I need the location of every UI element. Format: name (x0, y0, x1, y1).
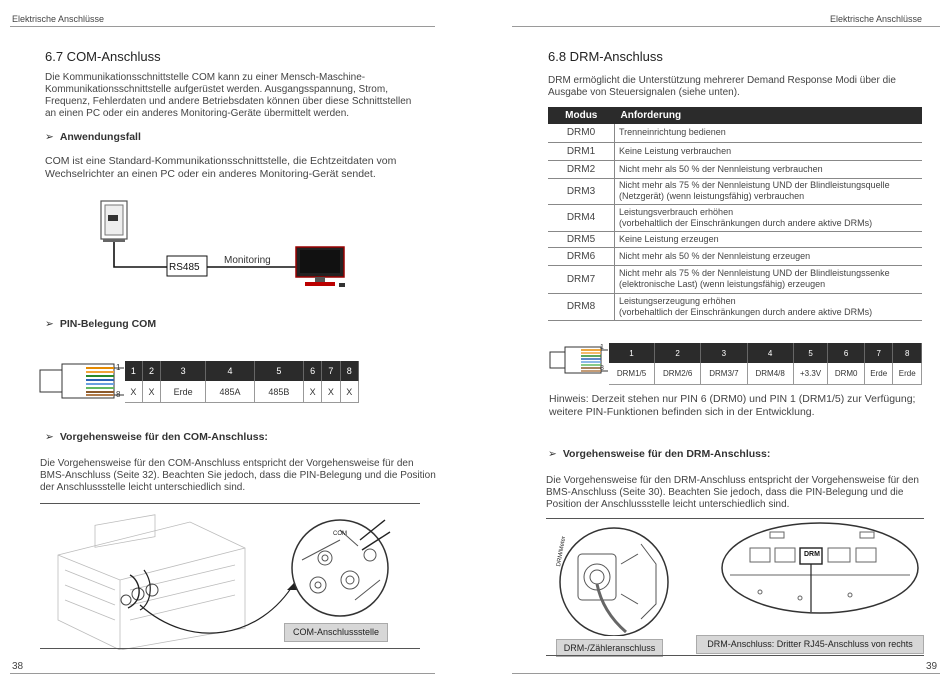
pin-value: 485A (206, 381, 255, 403)
drm-port-caption: DRM-Anschluss: Dritter RJ45-Anschluss von rechts (696, 635, 924, 654)
pin-number: 6 (828, 343, 865, 363)
pin-number: 8 (340, 361, 358, 381)
drm-meter-figure (556, 524, 674, 636)
pin-value: +3.3V (793, 363, 828, 385)
pin-value: DRM3/7 (701, 363, 747, 385)
arrow-bullet-icon: ➢ (45, 131, 54, 143)
pin-value: X (340, 381, 358, 403)
com-figure-label: COM (333, 531, 347, 537)
right-header-rule (512, 26, 940, 27)
pin-value: Erde (865, 363, 893, 385)
table-row: DRM2 Nicht mehr als 50 % der Nennleistung verbrauchen (548, 160, 922, 178)
anwendungsfall-text: COM ist eine Standard-Kommunikationsschnittstelle, die Echtzeitdaten vom Wechselrichter an einen PC oder ein anderes Monitoring-Gerät sendet. (45, 155, 397, 180)
com-connection-diagram (95, 195, 355, 290)
right-section-title: 6.8 DRM-Anschluss (548, 49, 663, 64)
monitoring-label: Monitoring (224, 255, 271, 266)
pin-number: 7 (322, 361, 340, 381)
drm-meter-label: DRM/Meter (556, 535, 568, 568)
pin-value: DRM2/6 (655, 363, 701, 385)
drm-port-label: DRM (804, 551, 820, 558)
pin-value: DRM1/5 (609, 363, 655, 385)
pin-number: 5 (793, 343, 828, 363)
left-header-rule (10, 26, 435, 27)
drm-meter-caption: DRM-/Zähleranschluss (556, 639, 663, 657)
com-procedure-text: Die Vorgehensweise für den COM-Anschluss entspricht der Vorgehensweise für den BMS-Anschluss (Seite 32). Beachten Sie jedoch, dass die PIN-Belegung und die Position der Anschlussstelle leicht unterschiedlich sind. (40, 458, 436, 493)
pin-value: X (125, 381, 142, 403)
anwendungsfall-heading: ➢ Anwendungsfall (45, 131, 141, 143)
table-row: DRM8 Leistungserzeugung erhöhen (vorbehaltlich der Einschränkungen durch andere aktive DRMs) (548, 293, 922, 320)
pin-number: 7 (865, 343, 893, 363)
pin-number: 5 (254, 361, 303, 381)
pin-value: X (303, 381, 321, 403)
right-page-number: 39 (926, 661, 938, 672)
pin-number: 8 (893, 343, 922, 363)
left-connector-label-1: 1 (116, 363, 121, 372)
pin-number: 1 (609, 343, 655, 363)
pin-number: 2 (655, 343, 701, 363)
table-row: DRM4 Leistungsverbrauch erhöhen (vorbehaltlich der Einschränkungen durch andere aktive DRMs) (548, 204, 922, 231)
right-figure-rule (546, 655, 924, 656)
left-section-title: 6.7 COM-Anschluss (45, 49, 161, 64)
left-intro: Die Kommunikationsschnittstelle COM kann zu einer Mensch-Maschine- Kommunikationsschnittstelle aufgerüstet werden. Ausgangsspannung, Strom, Frequenz, Fehlerdaten und andere Betriebsdaten können über diese Schnittstellen an einen PC oder ein anderes Monitoring-Geräte übermittelt werden. (45, 72, 412, 119)
monitor-icon (296, 247, 345, 287)
pin-value: X (142, 381, 160, 403)
drm-procedure-text: Die Vorgehensweise für den DRM-Anschluss entspricht der Vorgehensweise für den BMS-Anschluss (Seite 30). Beachten Sie jedoch, dass die PIN-Belegung und die Position der Anschlussstelle leicht unterschiedlich sind. (546, 475, 919, 510)
pin-number: 2 (142, 361, 160, 381)
left-figure-rule (40, 648, 420, 649)
table-row: DRM5 Keine Leistung erzeugen (548, 231, 922, 247)
table-row: DRM0 Trenneinrichtung bedienen (548, 124, 922, 142)
pin-number: 3 (701, 343, 747, 363)
pin-value: Erde (161, 381, 206, 403)
table-row: DRM6 Nicht mehr als 50 % der Nennleistung erzeugen (548, 247, 922, 265)
pin-number: 4 (206, 361, 255, 381)
drm-port-figure (720, 520, 920, 615)
left-connector-label-8: 8 (116, 390, 121, 399)
drm-header-mode: Modus (548, 107, 615, 124)
pin-number: 1 (125, 361, 142, 381)
right-intro: DRM ermöglicht die Unterstützung mehrerer Demand Response Modi über die Ausgabe von Steuersignalen (siehe unten). (548, 75, 896, 98)
pin-value: X (322, 381, 340, 403)
rs485-label: RS485 (169, 262, 200, 273)
drm-mode-table (548, 107, 922, 321)
right-procedure-rule (546, 518, 924, 519)
left-rj45-connector (38, 358, 128, 404)
right-connector-label-1: 1 (600, 344, 604, 351)
right-connector-label-8: 8 (600, 365, 604, 372)
left-footer-rule (10, 673, 435, 674)
right-page-header: Elektrische Anschlüsse (830, 14, 923, 24)
drm-procedure-heading: ➢ Vorgehensweise für den DRM-Anschluss: (548, 448, 771, 460)
pin-value: 485B (254, 381, 303, 403)
com-pin-table (125, 361, 359, 403)
arrow-bullet-icon: ➢ (45, 318, 54, 330)
table-row: DRM7 Nicht mehr als 75 % der Nennleistung UND der Blindleistungssenke (elektronische Last) (wenn leistungsfähig) erzeugen (548, 265, 922, 293)
com-caption: COM-Anschlussstelle (284, 623, 388, 642)
left-page-number: 38 (12, 661, 24, 672)
pin-number: 3 (161, 361, 206, 381)
left-page-header: Elektrische Anschlüsse (12, 14, 105, 24)
pin-number: 6 (303, 361, 321, 381)
com-procedure-heading: ➢ Vorgehensweise für den COM-Anschluss: (45, 431, 268, 443)
drm-hint: Hinweis: Derzeit stehen nur PIN 6 (DRM0) und PIN 1 (DRM1/5) zur Verfügung; weitere PIN-Funktionen befinden sich in der Entwicklung. (549, 393, 916, 418)
right-footer-rule (512, 673, 940, 674)
table-row: DRM3 Nicht mehr als 75 % der Nennleistung UND der Blindleistungsquelle (Netzgerät) (wenn leistungsfähig) verbrauchen (548, 178, 922, 204)
pin-belegung-heading: ➢ PIN-Belegung COM (45, 318, 157, 330)
table-row: DRM1 Keine Leistung verbrauchen (548, 142, 922, 160)
inverter-icon (101, 201, 127, 242)
pin-number: 4 (747, 343, 793, 363)
pin-value: DRM0 (828, 363, 865, 385)
arrow-bullet-icon: ➢ (548, 448, 557, 460)
arrow-bullet-icon: ➢ (45, 431, 54, 443)
left-procedure-rule (40, 503, 420, 504)
pin-value: Erde (893, 363, 922, 385)
drm-pin-table (609, 343, 922, 385)
drm-header-requirement: Anforderung (615, 107, 923, 124)
pin-value: DRM4/8 (747, 363, 793, 385)
